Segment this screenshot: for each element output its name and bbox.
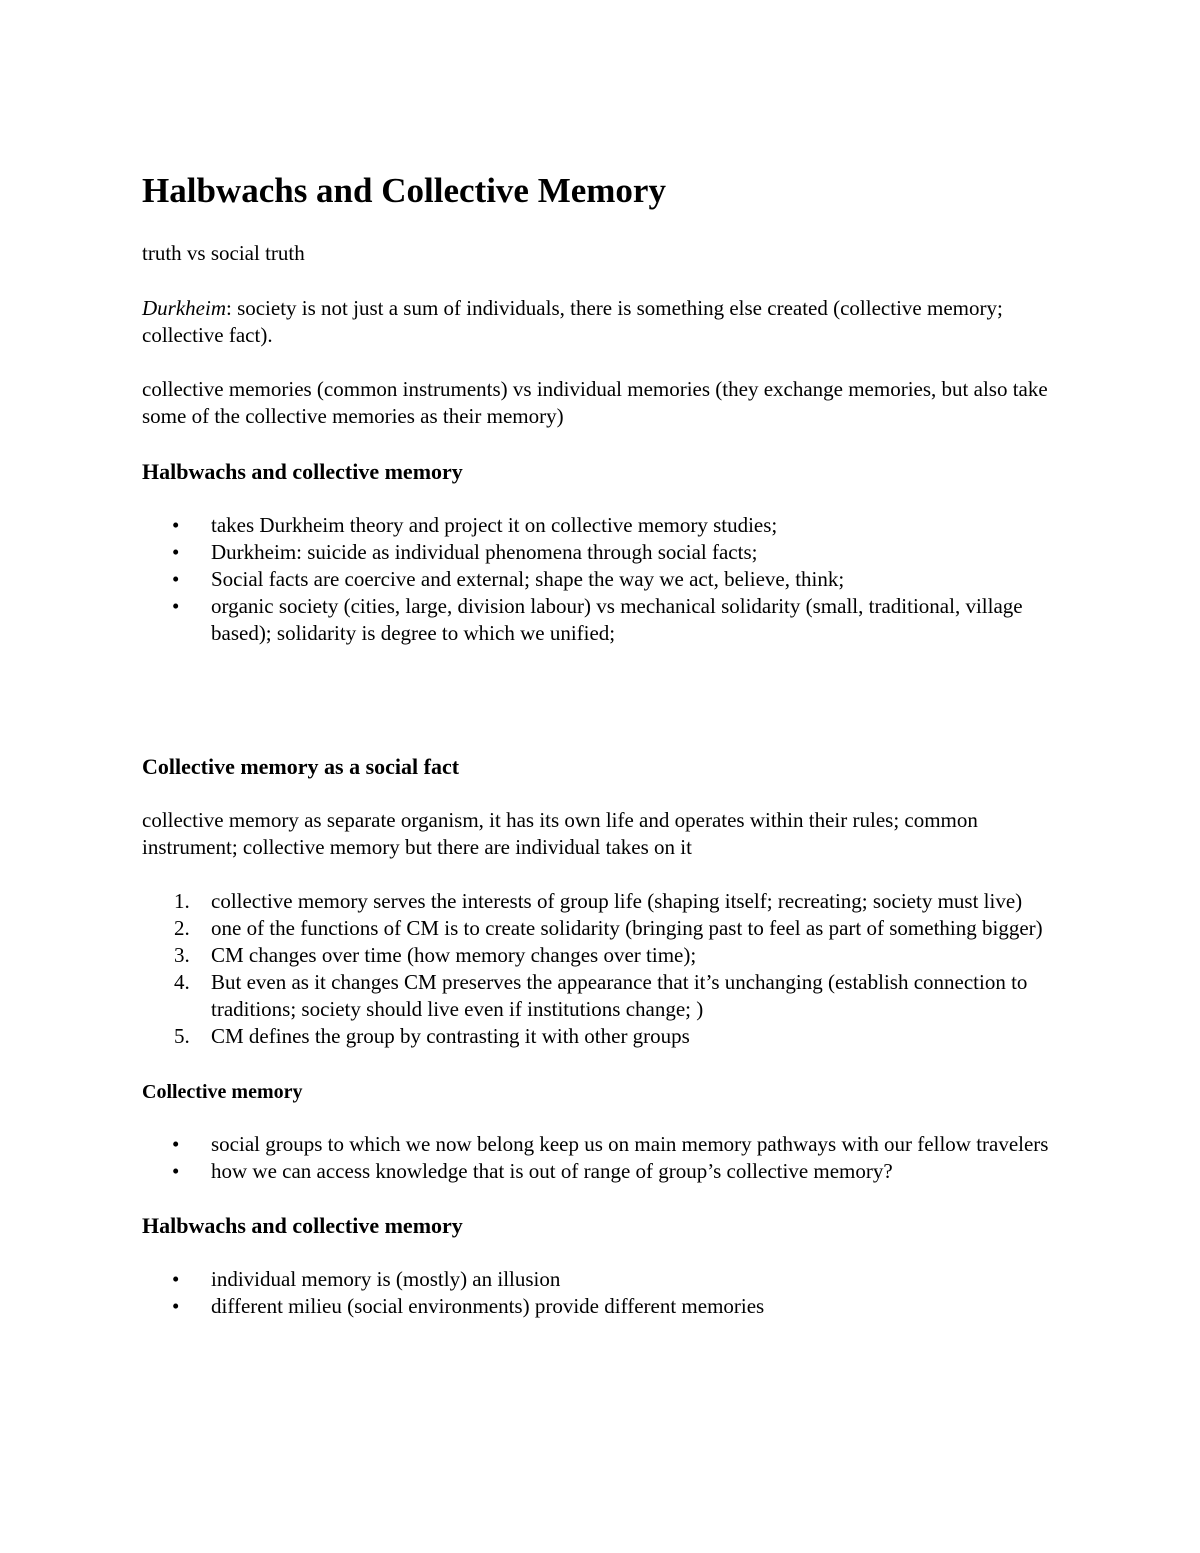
list-item: • Social facts are coercive and external; shape the way we act, believe, think; — [142, 566, 1062, 593]
section-heading-halbwachs-2: Halbwachs and collective memory — [142, 1213, 463, 1238]
intro-paragraph: truth vs social truth — [142, 241, 305, 265]
list-item: • organic society (cities, large, division labour) vs mechanical solidarity (small, traditional, village based); solidarity is degree to which we unified; — [142, 593, 1062, 647]
list-number: 5. — [174, 1024, 190, 1048]
list-item: • individual memory is (mostly) an illusion — [142, 1266, 1062, 1293]
section-heading-collective-memory: Collective memory — [142, 1081, 303, 1103]
list-number: 4. — [174, 970, 190, 994]
section-heading-social-fact: Collective memory as a social fact — [142, 754, 460, 779]
list-item — [142, 888, 1062, 915]
list-item: • social groups to which we now belong keep us on main memory pathways with our fellow travelers — [142, 1131, 1062, 1158]
list-item: • different milieu (social environments) provide different memories — [142, 1293, 1062, 1320]
list-item — [142, 1023, 1062, 1050]
list-number: 2. — [174, 916, 190, 940]
durkheim-label: Durkheim — [142, 296, 226, 320]
durkheim-paragraph — [142, 295, 1062, 349]
numbered-list-cm — [142, 888, 1062, 1050]
bullet-list-illusion — [142, 1266, 1062, 1320]
bullet-list-durkheim — [142, 512, 1062, 647]
document-title: Halbwachs and Collective Memory — [142, 171, 666, 210]
list-item-text: But even as it changes CM preserves the appearance that it’s unchanging (establish connection to traditions; society should live even if institutions change; ) — [211, 970, 1028, 1021]
list-item: • Durkheim: suicide as individual phenomena through social facts; — [142, 539, 1062, 566]
list-item — [142, 942, 1062, 969]
list-number: 1. — [174, 889, 190, 913]
list-item — [142, 915, 1062, 942]
social-fact-paragraph: collective memory as separate organism, it has its own life and operates within their rules; common instrument; collective memory but there are individual takes on it — [142, 808, 978, 859]
section-heading-halbwachs-1: Halbwachs and collective memory — [142, 459, 463, 484]
list-item-text: CM changes over time (how memory changes over time); — [211, 943, 697, 967]
document-page — [142, 168, 1062, 1320]
list-item: • takes Durkheim theory and project it on collective memory studies; — [142, 512, 1062, 539]
durkheim-text: : society is not just a sum of individuals, there is something else created (collective memory; collective fact). — [142, 296, 1003, 347]
list-item-text: collective memory serves the interests of group life (shaping itself; recreating; society must live) — [211, 889, 1023, 913]
list-item-text: one of the functions of CM is to create solidarity (bringing past to feel as part of something bigger) — [211, 916, 1043, 940]
list-item-text: CM defines the group by contrasting it with other groups — [211, 1024, 690, 1048]
list-item — [142, 969, 1062, 1023]
bullet-list-groups — [142, 1131, 1062, 1185]
list-number: 3. — [174, 943, 190, 967]
collective-memories-paragraph: collective memories (common instruments) vs individual memories (they exchange memories, but also take some of the collective memories as their memory) — [142, 377, 1048, 428]
list-item: • how we can access knowledge that is out of range of group’s collective memory? — [142, 1158, 1062, 1185]
